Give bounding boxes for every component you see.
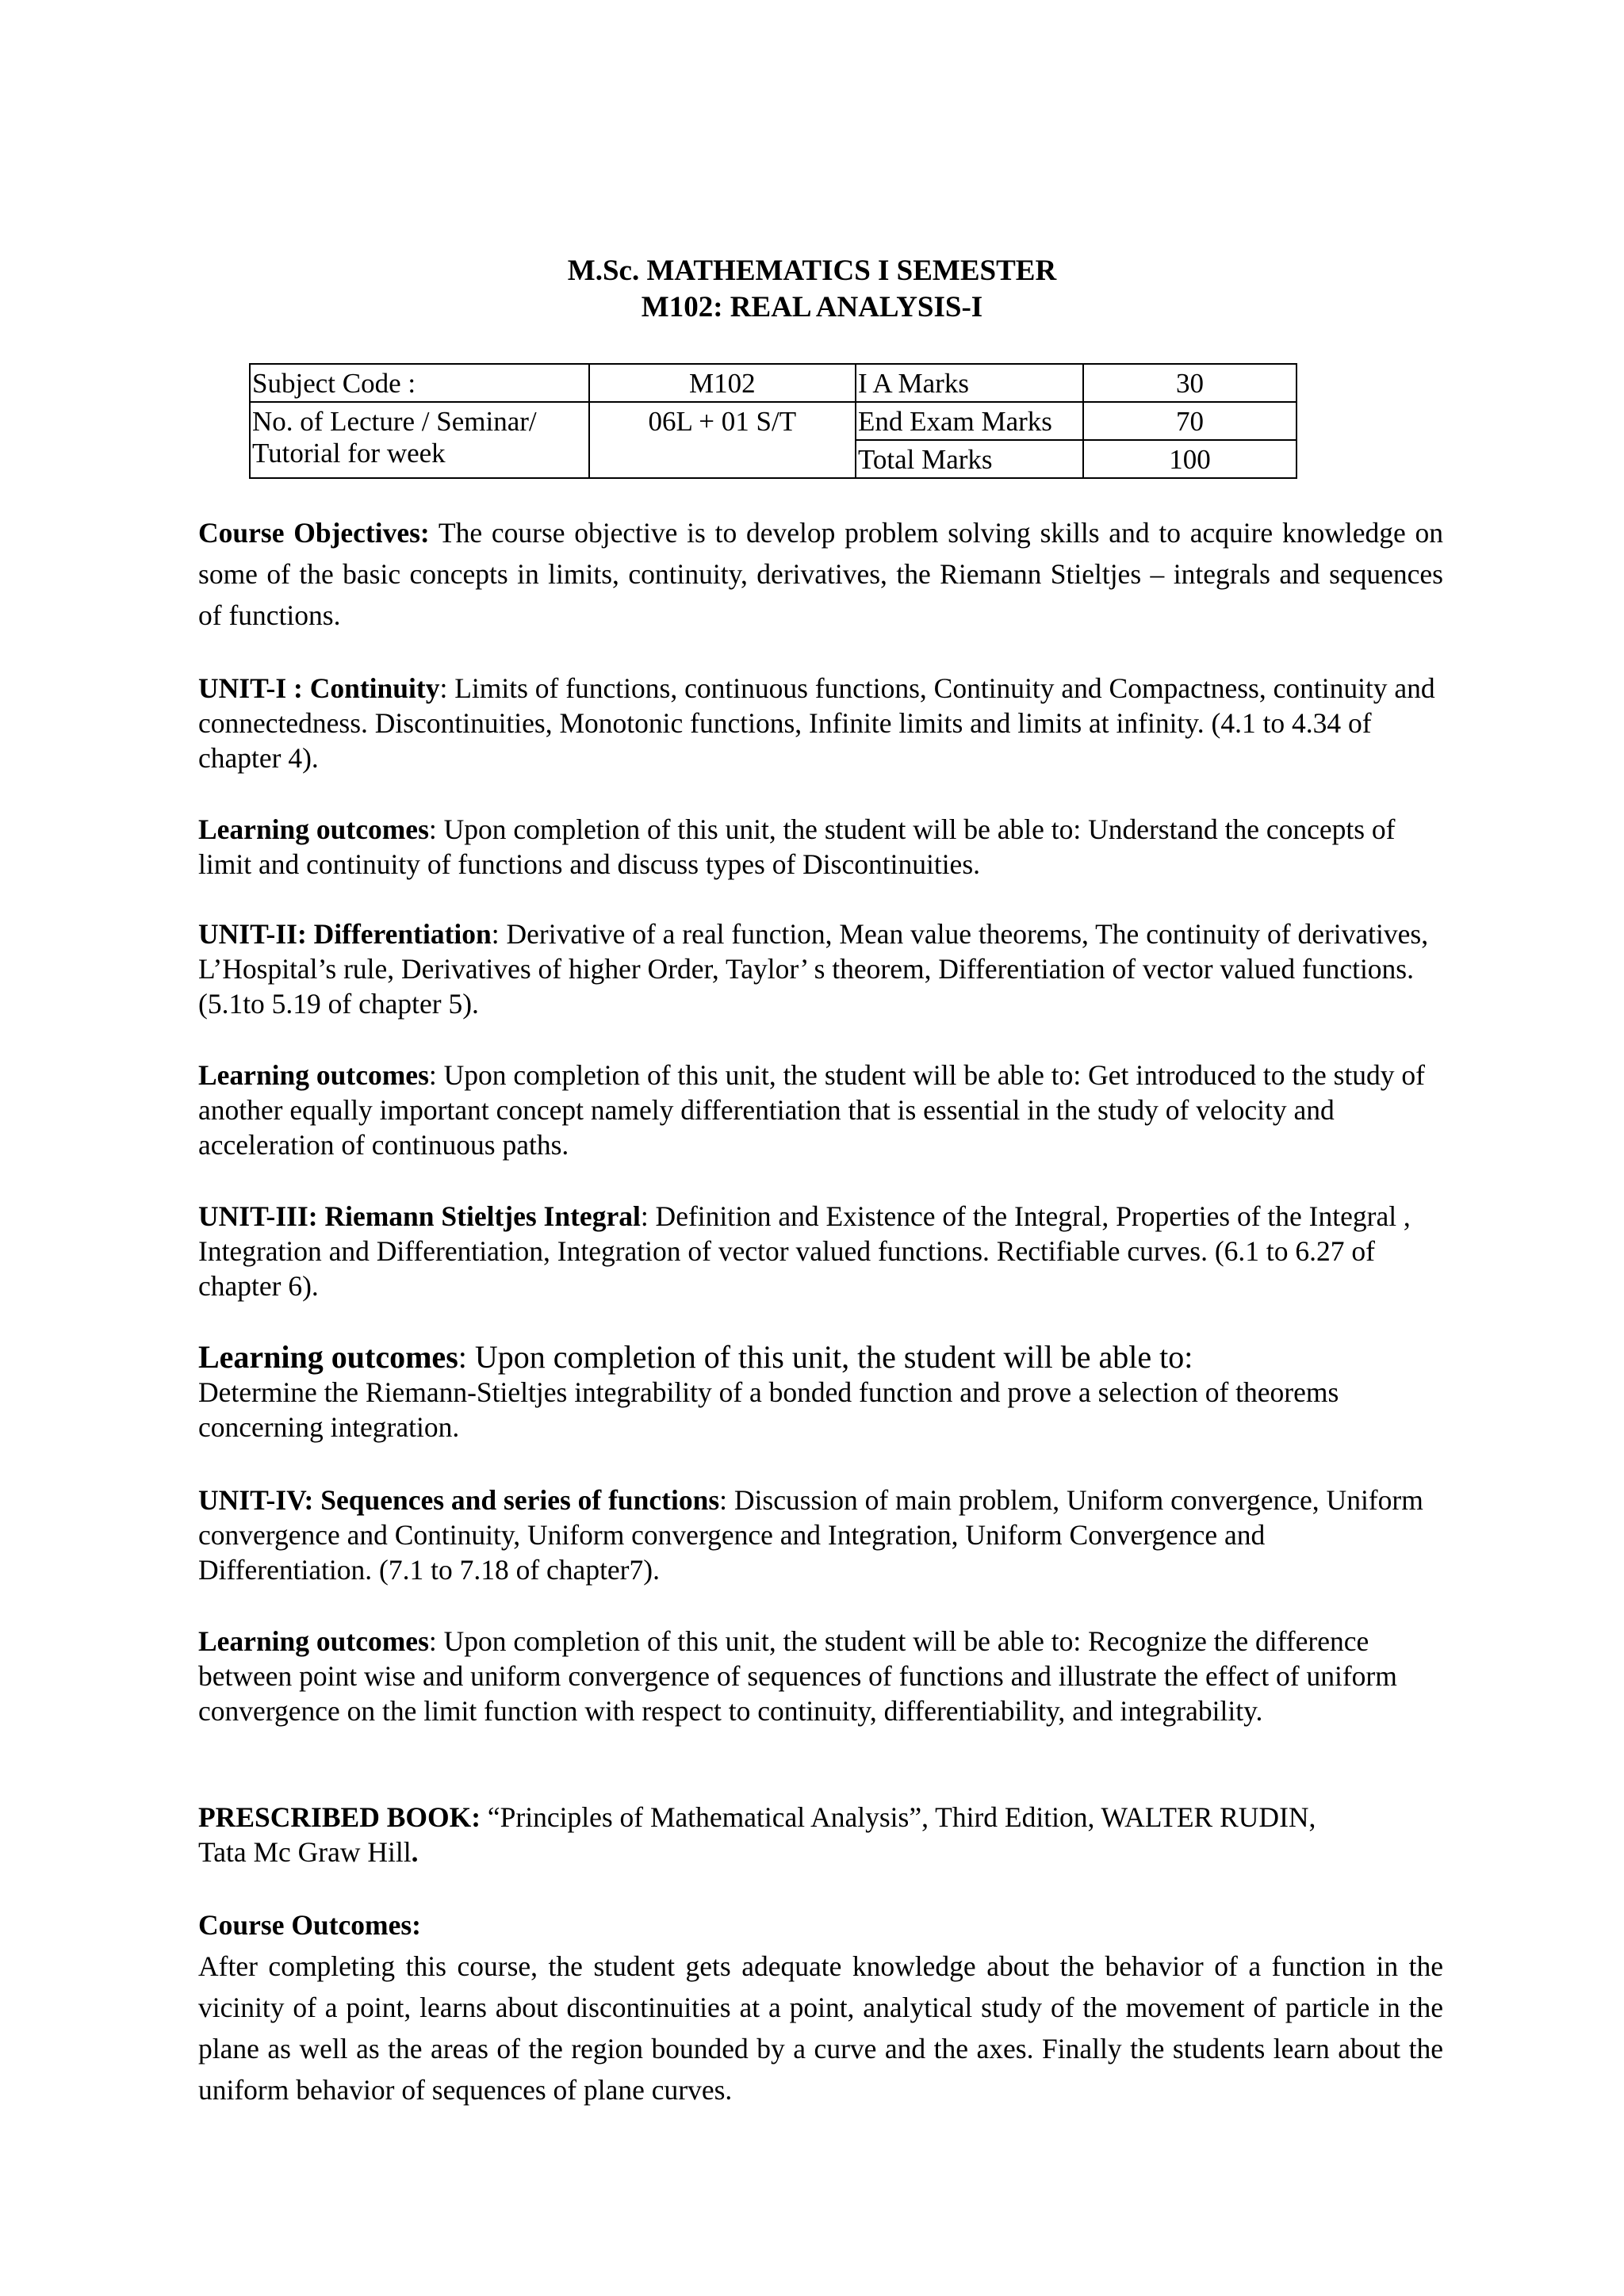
unit-2-outcomes	[198, 1058, 1443, 1162]
page-subtitle: M102: REAL ANALYSIS-I	[641, 291, 983, 323]
prescribed-book-text: “Principles of Mathematical Analysis”, Third Edition, WALTER RUDIN, Tata Mc Graw Hill	[198, 1801, 1316, 1868]
end-exam-label: End Exam Marks	[856, 402, 1083, 440]
prescribed-book	[198, 1800, 1324, 1869]
unit-1-heading: UNIT-I : Continuity	[198, 672, 440, 704]
subject-code-label: Subject Code :	[250, 364, 589, 402]
unit-1-outcomes-label: Learning outcomes	[198, 813, 429, 845]
ia-marks-value: 30	[1083, 364, 1297, 402]
page-title: M.Sc. MATHEMATICS I SEMESTER	[567, 254, 1057, 287]
unit-3-outcomes-intro: : Upon completion of this unit, the student will be able to:	[458, 1339, 1193, 1375]
unit-4-outcomes-label: Learning outcomes	[198, 1625, 429, 1657]
unit-2-outcomes-text: : Upon completion of this unit, the student will be able to: Get introduced to the study of another equally important concept namely differentiation that is essential in the study of velocity and acceleration of continuous paths.	[198, 1059, 1425, 1161]
table-row	[250, 402, 1297, 440]
total-marks-label: Total Marks	[856, 440, 1083, 478]
unit-4-section	[198, 1483, 1443, 1587]
unit-4-outcomes-text: : Upon completion of this unit, the student will be able to: Recognize the difference between point wise and uniform convergence of sequences of functions and illustrate the effect of uniform convergence on the limit function with respect to continuity, differentiability, and integrability.	[198, 1625, 1397, 1727]
table-row	[250, 364, 1297, 402]
lecture-value: 06L + 01 S/T	[589, 402, 856, 478]
unit-4-outcomes	[198, 1624, 1443, 1728]
unit-4-heading: UNIT-IV: Sequences and series of functions	[198, 1484, 720, 1516]
unit-3-section	[198, 1199, 1443, 1303]
ia-marks-label: I A Marks	[856, 364, 1083, 402]
unit-1-section	[198, 671, 1443, 775]
unit-3-text: : Definition and Existence of the Integral, Properties of the Integral , Integration and Differentiation, Integration of vector valued functions. Rectifiable curves. (6.1 to 6.27 of chapter 6).	[198, 1200, 1411, 1302]
lecture-label: No. of Lecture / Seminar/ Tutorial for week	[250, 402, 589, 478]
unit-2-outcomes-label: Learning outcomes	[198, 1059, 429, 1091]
unit-2-heading: UNIT-II: Differentiation	[198, 918, 492, 950]
course-outcomes-heading-block	[198, 1908, 1443, 1942]
unit-4-text: : Discussion of main problem, Uniform convergence, Uniform convergence and Continuity, Uniform convergence and Integration, Uniform Convergence and Differentiation. (7.1 to 7.18 of chapter7).	[198, 1484, 1423, 1586]
course-objectives-text: The course objective is to develop problem solving skills and to acquire knowledge on some of the basic concepts in limits, continuity, derivatives, the Riemann Stieltjes – integrals and sequences of functions.	[198, 517, 1443, 631]
unit-2-section	[198, 916, 1443, 1021]
course-outcomes-text: After completing this course, the student gets adequate knowledge about the behavior of a function in the vicinity of a point, learns about discontinuities at a point, analytical study of the movement of particle in the plane as well as the areas of the region bounded by a curve and the axes. Finally the students learn about the uniform behavior of sequences of plane curves.	[198, 1950, 1443, 2106]
end-exam-value: 70	[1083, 402, 1297, 440]
course-info-table	[249, 363, 1297, 479]
course-objectives	[198, 512, 1443, 636]
unit-3-heading: UNIT-III: Riemann Stieltjes Integral	[198, 1200, 641, 1232]
subject-code-value: M102	[589, 364, 856, 402]
course-outcomes-label: Course Outcomes:	[198, 1909, 421, 1941]
unit-3-outcomes-text: Determine the Riemann-Stieltjes integrability of a bonded function and prove a selection of theorems concerning integration.	[198, 1376, 1339, 1443]
unit-3-outcomes-label: Learning outcomes	[198, 1339, 458, 1375]
course-objectives-label: Course Objectives:	[198, 517, 430, 549]
unit-3-outcomes	[198, 1340, 1443, 1445]
unit-1-outcomes-text: : Upon completion of this unit, the student will be able to: Understand the concepts of limit and continuity of functions and discuss types of Discontinuities.	[198, 813, 1396, 880]
prescribed-book-end: .	[411, 1836, 419, 1868]
prescribed-book-label: PRESCRIBED BOOK:	[198, 1801, 481, 1833]
unit-2-text: : Derivative of a real function, Mean value theorems, The continuity of derivatives, L’Hospital’s rule, Derivatives of higher Order, Taylor’ s theorem, Differentiation of vector valued functions. (5.1to 5.19 of chapter 5).	[198, 918, 1429, 1020]
total-marks-value: 100	[1083, 440, 1297, 478]
unit-1-outcomes	[198, 812, 1443, 882]
unit-1-text: : Limits of functions, continuous functions, Continuity and Compactness, continuity and connectedness. Discontinuities, Monotonic functions, Infinite limits and limits at infinity. (4.1 to 4.34 of chapter 4).	[198, 672, 1435, 774]
